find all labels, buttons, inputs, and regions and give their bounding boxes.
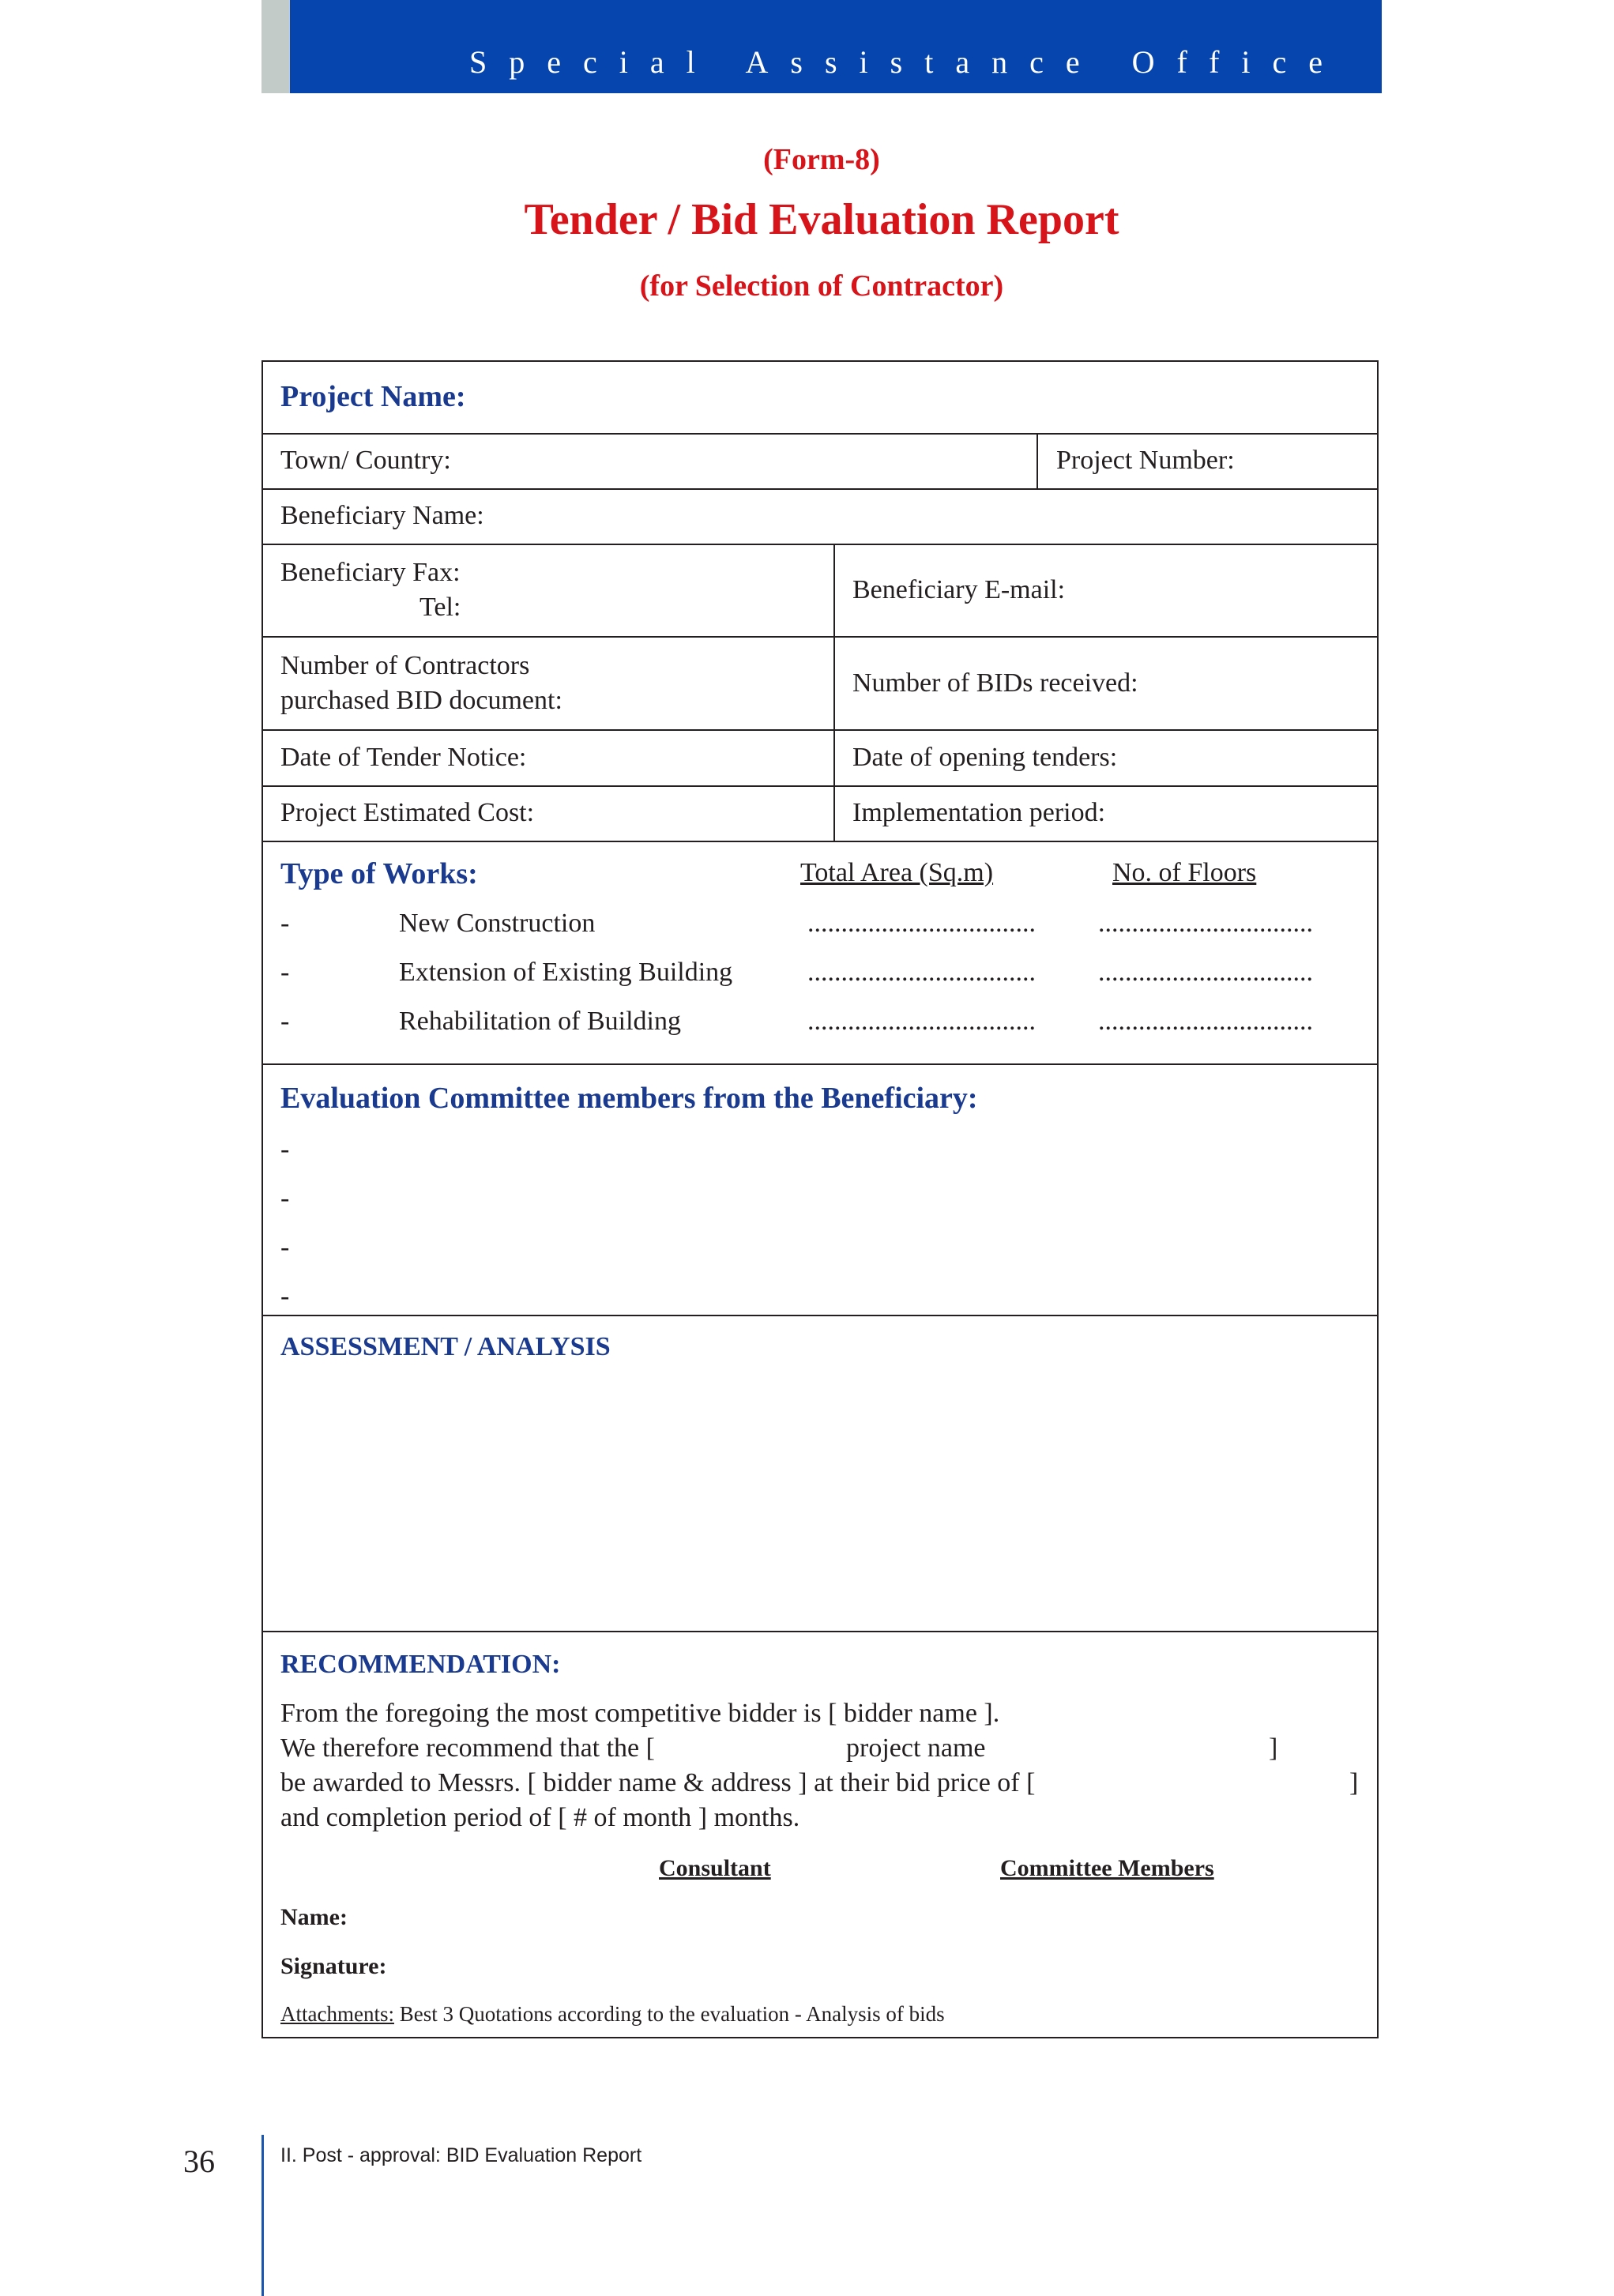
column-divider [1036, 433, 1038, 488]
contractors-label-line1: Number of Contractors [280, 651, 530, 680]
page-title: Tender / Bid Evaluation Report [524, 195, 1119, 244]
project-name-label: Project Name: [280, 380, 466, 413]
page-subtitle: (for Selection of Contractor) [639, 269, 1004, 303]
row-divider [261, 636, 1379, 638]
date-opening-label: Date of opening tenders: [852, 743, 1118, 772]
row-divider [261, 729, 1379, 731]
beneficiary-email-label: Beneficiary E-mail: [852, 575, 1066, 604]
works-row-dash: - [280, 1007, 290, 1036]
header-band-title: Special Assistance Office [468, 44, 1345, 80]
works-row-area: .................................. [807, 958, 1036, 987]
works-row-floors: ................................ [1098, 958, 1313, 987]
signature-label: Signature: [280, 1953, 387, 1979]
recommendation-line2-start: We therefore recommend that the [ [280, 1733, 655, 1763]
works-row-dash: - [280, 958, 290, 987]
committee-heading: Evaluation Committee members from the Beneficiary: [280, 1082, 978, 1115]
beneficiary-name-label: Beneficiary Name: [280, 501, 484, 530]
works-row-area: .................................. [807, 909, 1036, 938]
row-divider [261, 544, 1379, 545]
bids-received-label: Number of BIDs received: [852, 668, 1138, 698]
floors-column-header: No. of Floors [1112, 858, 1257, 887]
row-divider [261, 841, 1379, 842]
beneficiary-fax-label: Beneficiary Fax: [280, 558, 461, 587]
works-row-label: Extension of Existing Building [399, 958, 733, 987]
project-number-label: Project Number: [1056, 446, 1235, 475]
attachments-text: Best 3 Quotations according to the evaluation - Analysis of bids [393, 2002, 945, 2026]
recommendation-line3-end: ] [1349, 1768, 1359, 1797]
row-divider [261, 1631, 1379, 1632]
recommendation-project-name: project name [846, 1733, 986, 1763]
tel-label: Tel: [419, 593, 461, 622]
works-row-floors: ................................ [1098, 909, 1313, 938]
contractors-label-line2: purchased BID document: [280, 686, 562, 715]
works-row-label: New Construction [399, 909, 596, 938]
recommendation-heading: RECOMMENDATION: [280, 1650, 561, 1679]
committee-member-dash: - [280, 1184, 290, 1213]
committee-member-dash: - [280, 1233, 290, 1262]
date-tender-notice-label: Date of Tender Notice: [280, 743, 527, 772]
assessment-heading: ASSESSMENT / ANALYSIS [280, 1332, 611, 1361]
attachments-label: Attachments: [280, 2002, 394, 2026]
works-row-label: Rehabilitation of Building [399, 1007, 681, 1036]
column-divider [833, 544, 835, 841]
footer-rule [261, 2135, 264, 2296]
town-country-label: Town/ Country: [280, 446, 451, 475]
recommendation-line3-start: be awarded to Messrs. [ bidder name & address ] at their bid price of [ [280, 1768, 1036, 1797]
recommendation-line1: From the foregoing the most competitive bidder is [ bidder name ]. [280, 1699, 1000, 1728]
attachments-note [280, 2002, 945, 2027]
committee-members-column-header: Committee Members [1000, 1855, 1214, 1881]
recommendation-line2-end: ] [1269, 1733, 1278, 1763]
row-divider [261, 1315, 1379, 1316]
estimated-cost-label: Project Estimated Cost: [280, 798, 535, 827]
works-row-area: .................................. [807, 1007, 1036, 1036]
recommendation-line4: and completion period of [ # of month ] months. [280, 1803, 800, 1832]
consultant-column-header: Consultant [659, 1855, 771, 1881]
row-divider [261, 785, 1379, 787]
works-heading: Type of Works: [280, 857, 478, 890]
committee-member-dash: - [280, 1282, 290, 1311]
works-row-dash: - [280, 909, 290, 938]
form-number: (Form-8) [763, 143, 880, 176]
page-number: 36 [183, 2144, 215, 2179]
implementation-period-label: Implementation period: [852, 798, 1106, 827]
row-divider [261, 433, 1379, 435]
row-divider [261, 1063, 1379, 1065]
row-divider [261, 488, 1379, 490]
name-label: Name: [280, 1904, 348, 1930]
header-band-accent [261, 0, 290, 93]
footer-section-title: II. Post - approval: BID Evaluation Report [280, 2144, 642, 2166]
committee-member-dash: - [280, 1135, 290, 1164]
total-area-column-header: Total Area (Sq.m) [800, 858, 994, 887]
works-row-floors: ................................ [1098, 1007, 1313, 1036]
